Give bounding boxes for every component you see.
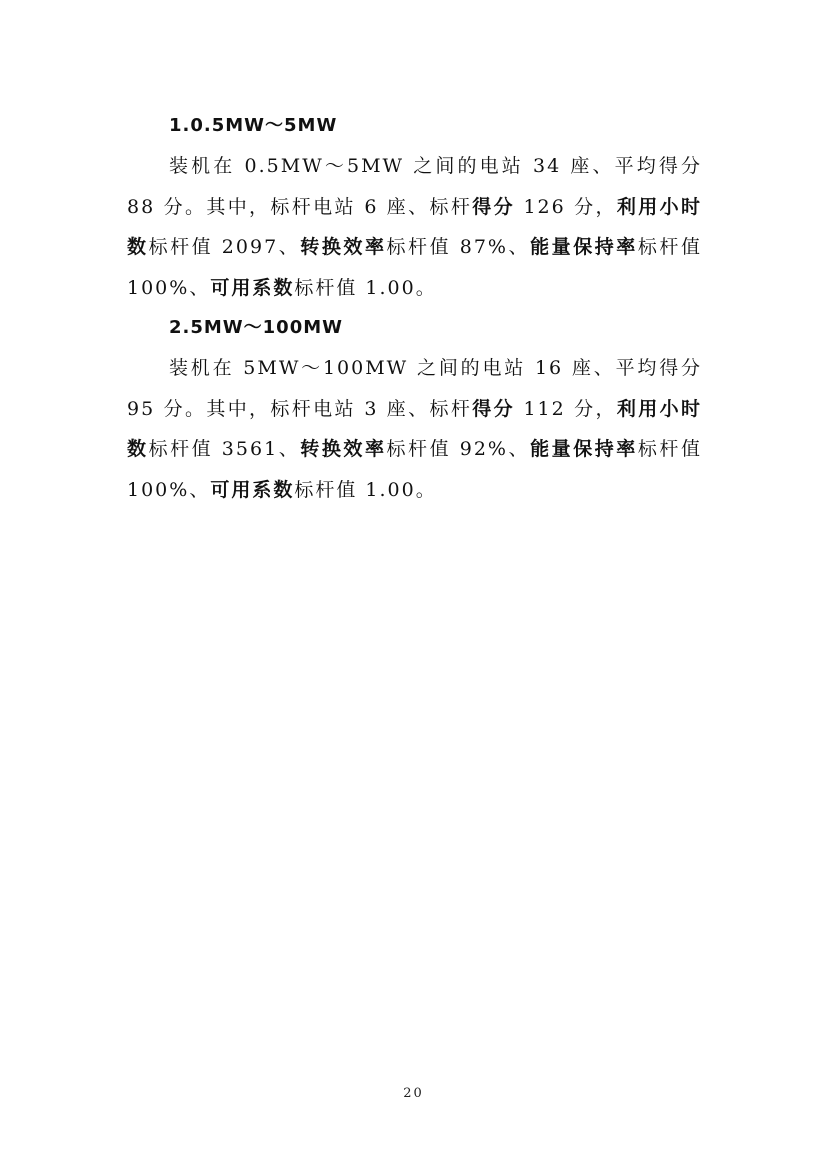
page-content: [127, 106, 702, 510]
text-run: 标杆值 100%、: [127, 236, 702, 299]
text-run: 标杆值 1.00。: [294, 478, 437, 501]
text-run: 装机在 0.5MW～5MW 之间的电站 34 座、平均得分 88 分。其中，标杆电站 6 座、标杆: [127, 155, 702, 218]
text-run: 装机在 5MW～100MW 之间的电站 16 座、平均得分 95 分。其中，标杆电站 3 座、标杆: [127, 357, 702, 420]
text-run: 112 分，: [515, 397, 617, 420]
text-run: 标杆值 92%、: [386, 438, 531, 460]
bold-term: 利用小时数: [127, 195, 702, 258]
section-heading-2: 2.5MW～100MW: [169, 317, 343, 338]
bold-term: 能量保持率: [530, 236, 638, 258]
section-paragraph-1: [127, 146, 702, 308]
text-run: 标杆值 100%、: [127, 438, 702, 501]
bold-term: 可用系数: [210, 478, 295, 501]
bold-term: 转换效率: [300, 438, 387, 460]
section-paragraph-2: [127, 348, 702, 510]
section-heading-1: 1.0.5MW～5MW: [169, 115, 338, 136]
bold-term: 可用系数: [210, 276, 295, 299]
text-run: 标杆值 3561、: [148, 438, 301, 460]
bold-term: 转换效率: [300, 236, 387, 258]
text-run: 标杆值 1.00。: [294, 276, 437, 299]
bold-term: 得分: [472, 397, 516, 420]
bold-term: 得分: [472, 195, 516, 218]
page-number: 20: [403, 1086, 424, 1101]
bold-term: 利用小时数: [127, 397, 702, 460]
text-run: 标杆值 2097、: [148, 236, 301, 258]
text-run: 126 分，: [515, 195, 617, 218]
bold-term: 能量保持率: [530, 438, 638, 460]
text-run: 标杆值 87%、: [386, 236, 531, 258]
